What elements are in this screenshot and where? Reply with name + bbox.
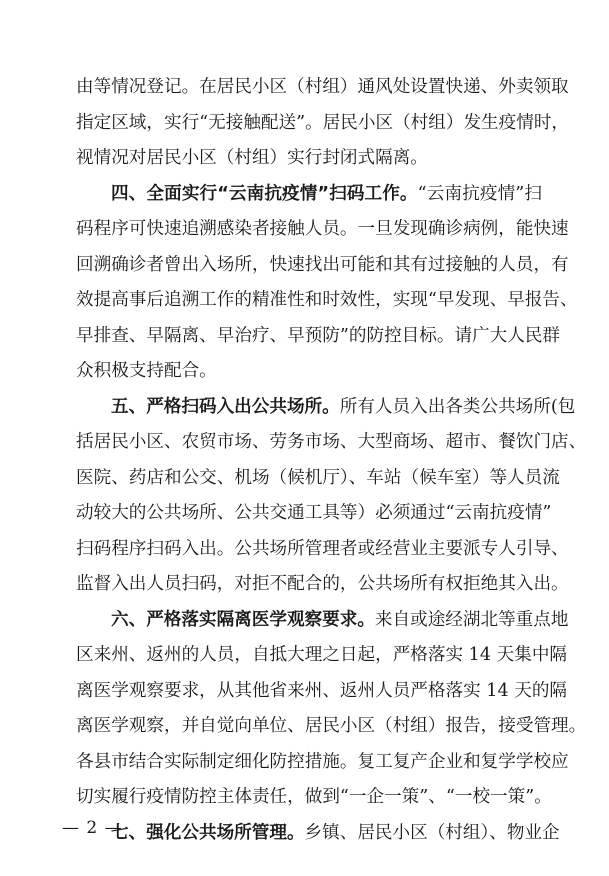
- line-text: 各县市结合实际制定细化防控措施。复工复产企业和复学学校应: [76, 751, 569, 772]
- text-line: [76, 106, 570, 142]
- text-line: [76, 709, 587, 745]
- text-line: [76, 141, 542, 177]
- text-line: [76, 177, 542, 213]
- text-line: [76, 390, 576, 426]
- line-text: 切实履行疫情防控主体责任，做到“一企一策”、“一校一策”。: [76, 787, 552, 807]
- line-text: 众积极支持配合。: [76, 361, 217, 381]
- line-text: 来自或途经湖北等重点地: [374, 609, 569, 630]
- section-heading: 七、强化公共场所管理。: [111, 822, 305, 843]
- line-text: 回溯确诊者曾出入场所，快速找出可能和其有过接触的人员，有: [76, 254, 569, 275]
- text-line: [76, 638, 568, 674]
- line-text: 离医学观察要求，从其他省来州、返州人员严格落实 14 天的隔: [76, 680, 568, 701]
- text-line: [76, 496, 552, 532]
- section-heading: 六、严格落实隔离医学观察要求。: [111, 609, 375, 630]
- line-text: 区来州、返州的人员，自抵大理之日起，严格落实 14 天集中隔: [76, 645, 568, 665]
- text-line: [76, 461, 560, 497]
- text-line: [76, 532, 569, 568]
- line-text: 码程序可快速追溯感染者接触人员。一旦发现确诊病例，能快速: [76, 219, 569, 239]
- line-text: 动较大的公共场所、公共交通工具等）必须通过“云南抗疫情”: [76, 503, 552, 523]
- text-line: [76, 674, 568, 710]
- text-line: [76, 780, 552, 816]
- line-text: 由等情况登记。在居民小区（村组）通风处设置快递、外卖领取: [76, 77, 569, 97]
- text-line: [76, 603, 569, 639]
- line-text: 早排查、早隔离、早治疗、早预防”的防控目标。请广大人民群: [76, 325, 561, 346]
- text-line: [76, 816, 560, 852]
- line-text: “云南抗疫情”扫: [417, 183, 542, 204]
- line-text: 括居民小区、农贸市场、劳务市场、大型商场、超市、餐饮门店、: [76, 432, 587, 452]
- line-text: 乡镇、居民小区（村组）、物业企: [304, 822, 560, 843]
- text-line: [76, 425, 587, 461]
- line-text: 离医学观察，并自觉向单位、居民小区（村组）报告，接受管理。: [76, 716, 587, 736]
- page-number: — 2 —: [62, 818, 123, 838]
- document-body: [76, 70, 587, 851]
- line-text: 医院、药店和公交、机场（候机厅）、车站（候车室）等人员流: [76, 467, 560, 488]
- text-line: [76, 248, 569, 284]
- line-text: 指定区域，实行“无接触配送”。居民小区（村组）发生疫情时，: [76, 112, 570, 133]
- text-line: [76, 745, 569, 781]
- section-heading: 四、全面实行“云南抗疫情”扫码工作。: [111, 183, 418, 204]
- line-text: 扫码程序扫码入出。公共场所管理者或经营业主要派专人引导、: [76, 538, 569, 559]
- text-line: [76, 70, 569, 106]
- text-line: [76, 212, 569, 248]
- text-line: [76, 567, 569, 603]
- line-text: 视情况对居民小区（村组）实行封闭式隔离。: [76, 148, 428, 168]
- text-line: [76, 283, 578, 319]
- line-text: 效提高事后追溯工作的精准性和时效性，实现“早发现、早报告、: [76, 290, 578, 310]
- section-heading: 五、严格扫码入出公共场所。: [111, 396, 340, 417]
- line-text: 监督入出人员扫码，对拒不配合的，公共场所有权拒绝其入出。: [76, 574, 569, 594]
- text-line: [76, 354, 542, 390]
- text-line: [76, 319, 561, 355]
- line-text: 所有人员入出各类公共场所(包: [339, 396, 576, 417]
